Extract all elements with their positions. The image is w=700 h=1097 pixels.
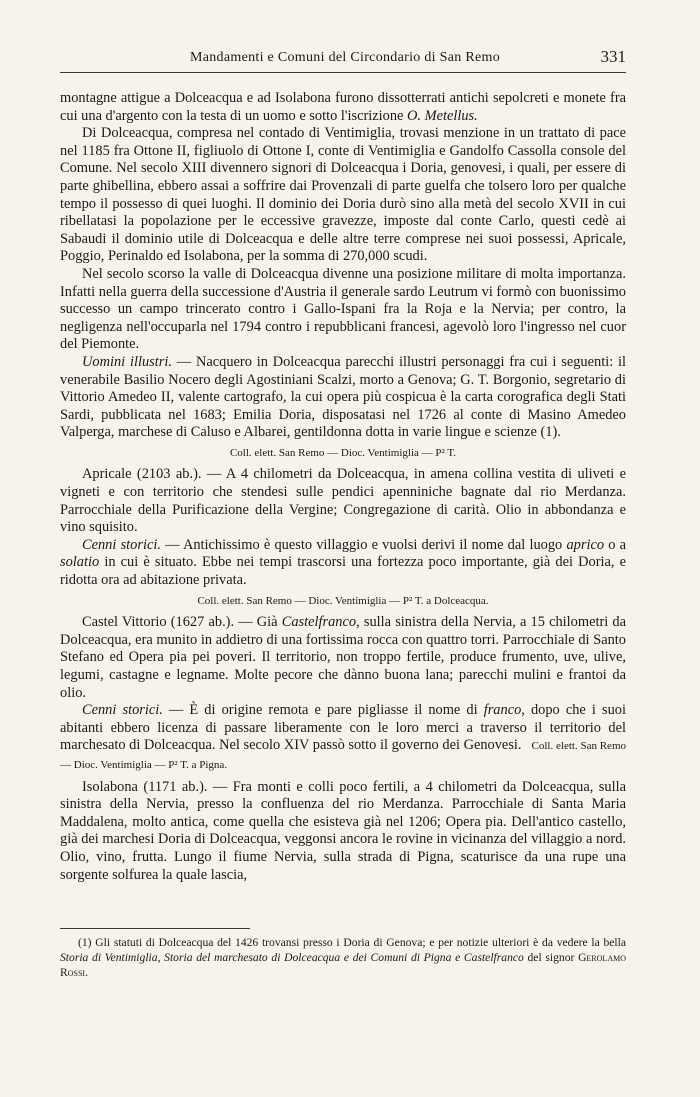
reference-line: Coll. elett. San Remo — Dioc. Ventimiglia — P² T. a Pigna. (60, 740, 626, 771)
running-head: Mandamenti e Comuni del Circondario di San Remo (190, 50, 500, 65)
text-run: o a (604, 536, 627, 553)
text-run: — Antichissimo è questo villaggio e vuolsi derivi il nome dal luogo (160, 536, 567, 553)
text-run: Castelfranco (281, 614, 357, 631)
page-number: 331 (600, 47, 626, 66)
section-label: Cenni storici. (82, 702, 163, 719)
paragraph: Isolabona (1171 ab.). — Fra monti e colli poco fertili, a 4 chilometri da Dolceacqua, sulla sinistra della Nervia, presso la confluenza del rio Merdanza. Parrocchiale di Santa Maria Maddalena, molto antica, come quella che esisteva già nel 1206; Opera pia. Dell'antico castello, già dei marchesi Doria di Dolceacqua, veggonsi ancora le rovine in vicinanza del villaggio a nord. Olio, vino, frutta. Lungo il fiume Nervia, sulla strada di Pigna, scaturisce da una rupe una sorgente solfurea la quale lascia, (60, 778, 626, 883)
paragraph: Di Dolceacqua, compresa nel contado di Ventimiglia, trovasi menzione in un trattato di pace nel 1185 fra Ottone II, figliuolo di Ottone I, conte di Ventimiglia e Gandolfo Cassolla console del Comune. Nel secolo XIII divennero signori di Dolceacqua i Doria, genovesi, i quali, per essere di parte ghibellina, ebbero assai a soffrire dai Provenzali di parte guelfa che tolsero loro per qualche tempo il possesso di quei luoghi. Il dominio dei Doria durò sino alla metà del secolo XVII in cui ribellatasi la popolazione per le eccessive gravezze, imposte dal conte Carlo, questi cedè ai Sabaudi il dominio utile di Dolceacqua e delle altre terre comprese nei suoi possessi, Apricale, Poggio, Perinaldo ed Isolabona, per la somma di 270,000 scudi. (60, 125, 626, 265)
text-run: solatio (60, 554, 100, 571)
text-run: , dopo che i suoi abitanti ebbero licenza di passare liberamente con le loro merci a traverso il territorio del marchesato di Dolceacqua. Nel secolo XIV passò sotto il governo dei Genovesi. (60, 702, 626, 754)
text-run: in cui è situato. Ebbe nei tempi trascorsi una fortezza poco importante, già dei Doria, e ridotta ora ad abitazione privata. (60, 554, 626, 589)
reference-line: Coll. elett. San Remo — Dioc. Ventimiglia — P² T. a Dolceacqua. (197, 594, 489, 607)
paragraph (60, 90, 626, 125)
text-run: (1) Gli statuti di Dolceacqua del 1426 trovansi presso i Doria di Genova; e per notizie ulteriori è da vedere la bella (78, 936, 626, 949)
text-run: aprico (566, 536, 605, 553)
paragraph (60, 537, 626, 590)
text-run: , sulla sinistra della Nervia, a 15 chilometri da Dolceacqua, era munito in addietro di una fortissima rocca con quattro torri. Parrocchiale di Santo Stefano ed Opera pia pei poveri. Il territorio, non troppo fertile, produce frumento, uve, ulive, legumi, castagne e legname. Molte pecore che dànno buona lana; parecchi mulini e frantoi da olio. (60, 614, 626, 701)
text-run: del signor (523, 951, 579, 964)
text-run: Storia di Ventimiglia, Storia del marchesato di Dolceacqua e dei Comuni di Pigna e Castelfranco (60, 951, 524, 964)
text-run: O. Metellus. (407, 107, 478, 124)
text-run: — Nacquero in Dolceacqua parecchi illustri personaggi fra cui i seguenti: il venerabile Basilio Nocero degli Agostiniani Scalzi, morto a Genova; G. T. Borgonio, segretario di Vittorio Amedeo II, valente cartografo, la cui opera più cospicua è la carta corografica degli Stati Sardi, pubblicata nel 1683; Emilia Doria, disposatasi nel 1726 al conte di Masino Amedeo Valperga, marchese di Caluso e Albarei, gentildonna dotta in varie lingue e scienze (1). (60, 353, 626, 441)
text-run: franco (483, 702, 522, 719)
section-label: Uomini illustri. (82, 353, 172, 370)
paragraph: Apricale (2103 ab.). — A 4 chilometri da Dolceacqua, in amena collina vestita di uliveti e vigneti e con territorio che stendesi sulle pendici apenniniche bagnate dal rio Merdanza. Parrocchiale della Purificazione della Vergine; Congregazione di carità. Olio in abbondanza e vino squisito. (60, 466, 626, 536)
text-run: . (85, 966, 88, 979)
text-run: Castel Vittorio (1627 ab.). — Già (82, 614, 282, 631)
footnote-divider (60, 928, 250, 929)
paragraph (60, 702, 626, 774)
paragraph: Nel secolo scorso la valle di Dolceacqua divenne una posizione militare di molta importanza. Infatti nella guerra della successione d'Austria il generale sardo Leutrum vi formò con buonissimo successo un campo trincerato contro i Gallo-Ispani fra la Roja e la Nervia; per contro, la negligenza nell'occuparla nel 1794 contro i repubblicani francesi, agevolò loro l'ingresso nel cuor del Piemonte. (60, 265, 626, 353)
paragraph (60, 354, 626, 442)
page-header (60, 46, 626, 73)
text-run: montagne attigue a Dolceacqua e ad Isolabona furono dissotterrati antichi sepolcreti e monete fra cui una d'argento con la testa di un uomo e sotto l'iscrizione (60, 90, 626, 124)
reference-line: Coll. elett. San Remo — Dioc. Ventimiglia — P² T. (229, 446, 457, 459)
text-run: Gerolamo Rossi (60, 951, 626, 979)
footnote (60, 935, 626, 980)
paragraph (60, 614, 626, 702)
body-text (60, 90, 626, 884)
section-label: Cenni storici. (82, 536, 161, 553)
text-run: — È di origine remota e pare pigliasse il nome di (162, 702, 484, 719)
